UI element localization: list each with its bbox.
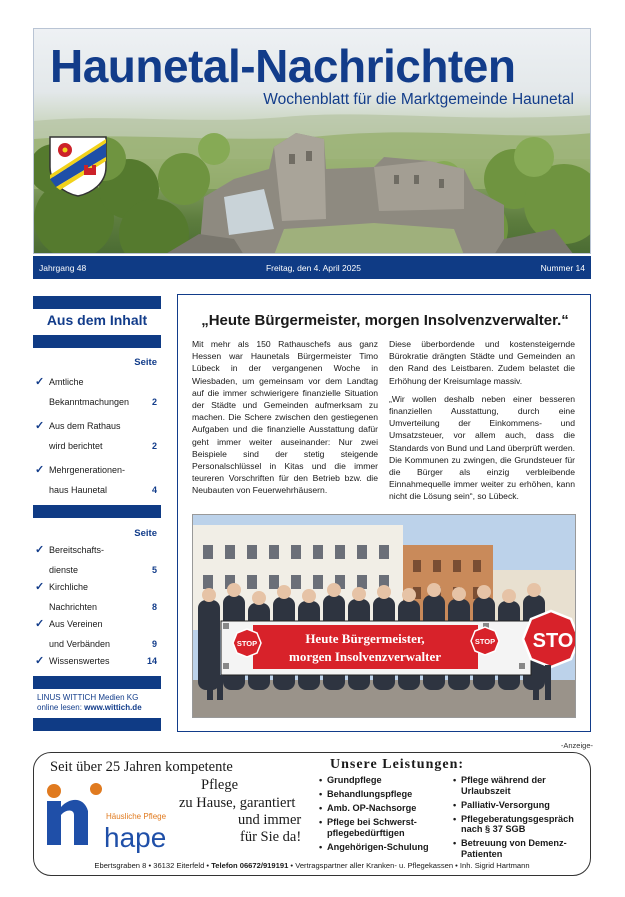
big-stop-sign-icon <box>523 611 576 667</box>
sidebar-divider-bottom <box>33 676 161 689</box>
service-item: • Behandlungspflege <box>319 789 449 800</box>
toc-section-2 <box>33 540 161 671</box>
article-paragraph: Mit mehr als 150 Rathauschefs aus ganz Hessen war Haunetals Bürgermeister Timo Lübeck in der vergangenen Woche in Wiesbaden, um gemeinsam vor dem Landtag auf die immer schwierigere finanzielle Situation der Städte und Gemeinden aufmerksam zu machen. Die Schere zwischen den gestiegenen Aufgaben und die finanzielle Ausstattung dafür geht immer weiter auseinander: Nur zwei Beispiele sind der stetig steigende Personalschlüssel in Kitas und die immer teureren Vorschriften für den Betrieb bzw. die Neubauten von Feuerwehrhäusern. <box>192 339 378 496</box>
sidebar-divider-middle <box>33 505 161 518</box>
service-item: • Betreuung von Demenz-Patienten <box>453 838 585 859</box>
protest-photo-image <box>193 515 576 718</box>
services-title: Unsere Leistungen: <box>330 757 465 772</box>
services-list-left <box>319 775 449 856</box>
issue-info-bar <box>33 256 591 279</box>
publisher-name: LINUS WITTICH Medien KG <box>37 693 139 702</box>
toc-item[interactable]: ✓ Kirchliche Nachrichten 8 <box>33 577 161 617</box>
service-item: • Pflege während der Urlaubszeit <box>453 775 585 796</box>
checkmark-icon: ✓ <box>35 618 45 630</box>
service-item: • Grundpflege <box>319 775 449 786</box>
services-list-right <box>453 775 585 863</box>
publisher-info: LINUS WITTICH Medien KG online lesen: www.wittich.de <box>37 693 161 713</box>
article-paragraph: „Wir wollen deshalb neben einer besseren finanziellen Ausstattung, durch eine Umverteilung der Einkommens- und Umsatzsteuer, vor allem auch, dass die Standards von Bund und Land überprüft werden. Die Kommunen zu zwingen, die Grundsteuer für die Bürger als einzig verbleibende Einnahmequelle immer weiter zu erhöhen, kann nicht die Lösung sein“, so Lübeck. <box>389 393 575 502</box>
banner-line-2: morgen Insolvenzverwalter <box>289 649 441 664</box>
masthead <box>33 28 591 254</box>
checkmark-icon: ✓ <box>35 464 45 476</box>
svg-text:STOP: STOP <box>474 637 496 646</box>
service-item: • Pflege bei Schwerst-pflegebedürftigen <box>319 817 449 838</box>
logo-name-text: hape <box>104 822 167 853</box>
ad-address: Ebertsgraben 8 • 36132 Eiterfeld • <box>94 861 212 870</box>
article-paragraph: Diese überbordende und kostensteigernde Bürokratie drängten Städte und Gemeinden an den Rand des Leistbaren. Zudem belastet die Erhöhung der Kreisumlage massiv. <box>389 339 575 386</box>
sidebar-title: Aus dem Inhalt <box>46 312 148 328</box>
svg-text:STOP: STOP <box>236 639 258 648</box>
svg-text:STO: STO <box>532 630 574 652</box>
checkmark-icon: ✓ <box>35 376 45 388</box>
checkmark-icon: ✓ <box>35 581 45 593</box>
stop-sign-icon <box>233 629 261 657</box>
issue-date: Freitag, den 4. April 2025 <box>265 262 361 273</box>
ad-slogan-5: für Sie da! <box>240 829 302 845</box>
page-column-label-2: Seite <box>134 528 157 539</box>
ad-slogan-3: zu Hause, garantiert <box>179 795 296 811</box>
toc-item[interactable]: ✓ Bereitschafts- dienste 5 <box>33 540 161 580</box>
hape-logo-icon <box>44 783 174 855</box>
ad-footer <box>34 861 590 870</box>
checkmark-icon: ✓ <box>35 420 45 432</box>
logo-small-text: Häusliche Pflege <box>106 812 167 821</box>
toc-section-1 <box>33 372 161 500</box>
service-item: • Palliativ-Versorgung <box>453 800 585 811</box>
page-column-label: Seite <box>134 357 157 368</box>
banner-line-1: Heute Bürgermeister, <box>305 631 425 646</box>
article-headline: „Heute Bürgermeister, morgen Insolvenzverwalter.“ <box>201 312 569 329</box>
volume-number: Jahrgang 48 <box>39 262 87 273</box>
protest-photo <box>192 514 576 718</box>
ad-slogan-4: und immer <box>238 812 302 828</box>
sidebar-divider-title <box>33 335 161 348</box>
toc-item[interactable]: ✓ Mehrgenerationen- haus Haunetal 4 <box>33 460 161 500</box>
service-item: • Pflegeberatungsgespräch nach § 37 SGB <box>453 814 585 835</box>
checkmark-icon: ✓ <box>35 655 45 667</box>
sidebar-divider-top <box>33 296 161 309</box>
stop-sign-icon <box>471 627 499 655</box>
ad-slogan-1: Seit über 25 Jahren kompetente <box>50 759 233 775</box>
article-column-left <box>192 338 378 503</box>
toc-item[interactable]: ✓ Aus Vereinen und Verbänden 9 <box>33 614 161 654</box>
ad-phone[interactable]: Telefon 06672/919191 <box>211 861 289 870</box>
article-column-right <box>389 338 575 509</box>
toc-item[interactable]: ✓ Aus dem Rathaus wird berichtet 2 <box>33 416 161 456</box>
ad-footer-info: • Vertragspartner aller Kranken- u. Pflegekassen • Inh. Sigrid Hartmann <box>288 861 530 870</box>
masthead-title: Haunetal-Nachrichten <box>50 40 516 92</box>
publisher-link[interactable]: www.wittich.de <box>84 703 142 712</box>
service-item: • Amb. OP-Nachsorge <box>319 803 449 814</box>
service-item: • Angehörigen-Schulung <box>319 842 449 853</box>
advertisement <box>33 752 591 876</box>
ad-label: -Anzeige- <box>560 741 593 750</box>
checkmark-icon: ✓ <box>35 544 45 556</box>
sidebar-divider-end <box>33 718 161 731</box>
coat-of-arms-icon <box>48 135 108 197</box>
masthead-subtitle: Wochenblatt für die Marktgemeinde Haunetal <box>263 91 574 108</box>
lead-article <box>177 294 591 732</box>
toc-item[interactable]: ✓ Amtliche Bekanntmachungen 2 <box>33 372 161 412</box>
toc-item[interactable]: ✓ Wissenswertes 14 <box>33 651 161 671</box>
issue-number: Nummer 14 <box>540 262 585 273</box>
ad-slogan-2: Pflege <box>201 777 239 793</box>
